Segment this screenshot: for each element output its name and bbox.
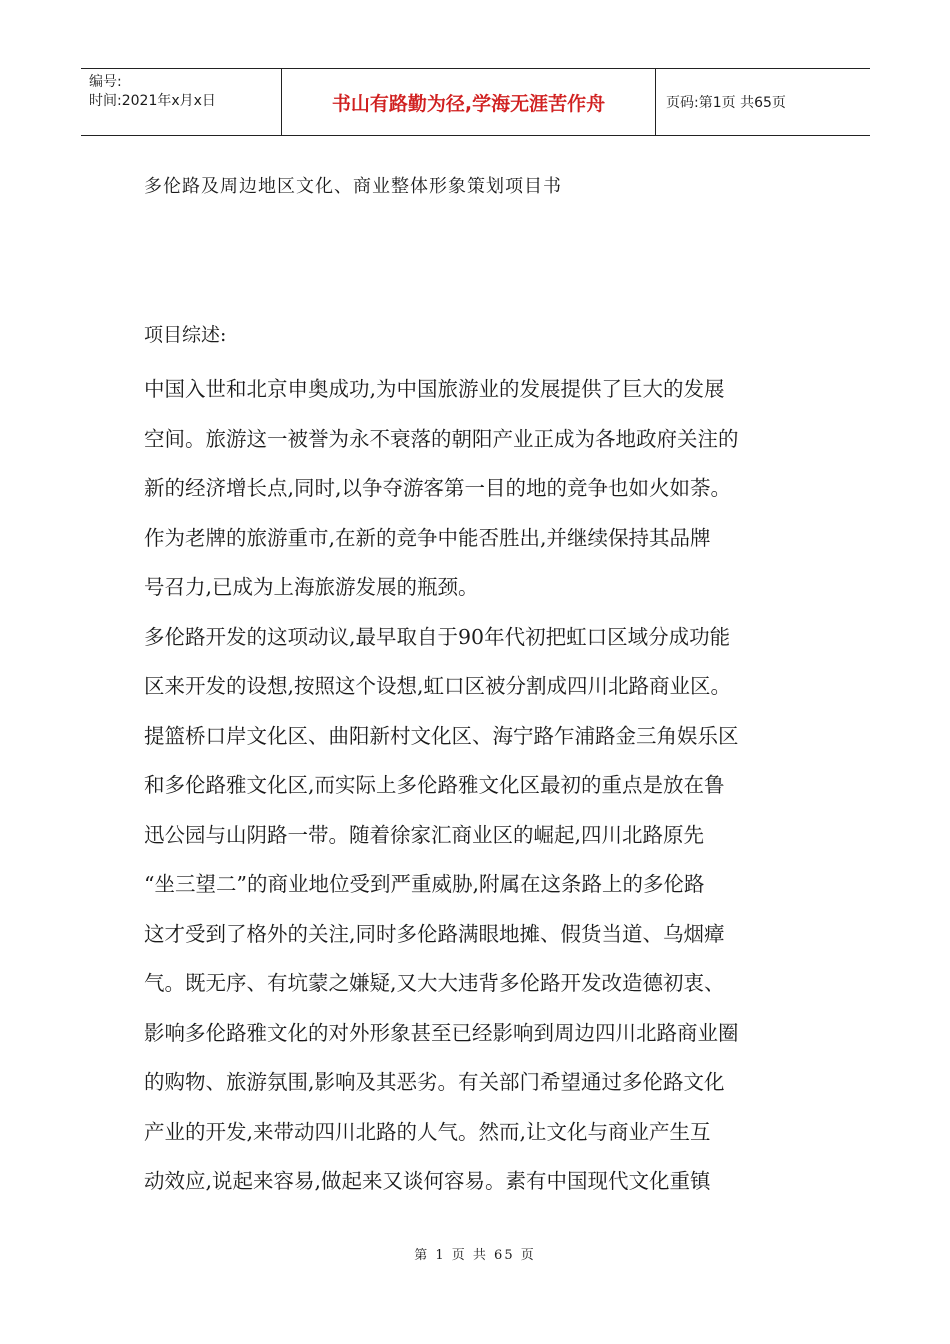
header-meta [81,69,282,135]
body-line: 和多伦路雅文化区,而实际上多伦路雅文化区最初的重点是放在鲁 [144,773,725,797]
section-heading: 项目综述: [144,324,227,346]
body-line: 号召力,已成为上海旅游发展的瓶颈。 [144,575,479,599]
body-line: 气。既无序、有坑蒙之嫌疑,又大大违背多伦路开发改造德初衷、 [144,971,725,995]
header-number-label: 编号: [89,74,122,90]
body-line: 产业的开发,来带动四川北路的人气。然而,让文化与商业产生互 [144,1119,711,1144]
body-line: “坐三望二”的商业地位受到严重威胁,附属在这条路上的多伦路 [144,872,705,896]
body-line: 多伦路开发的这项动议,最早取自于90年代初把虹口区域分成功能 [144,624,731,649]
body-line: 影响多伦路雅文化的对外形象甚至已经影响到周边四川北路商业圈 [144,1020,739,1045]
body-text [144,365,834,1207]
body-line: 空间。旅游这一被誉为永不衰落的朝阳产业正成为各地政府关注的 [144,426,739,451]
header-page-info: 页码:第1页 共65页 [666,95,786,111]
body-line: 提篮桥口岸文化区、曲阳新村文化区、海宁路乍浦路金三角娱乐区 [144,723,739,748]
body-line: 这才受到了格外的关注,同时多伦路满眼地摊、假货当道、乌烟瘴 [144,921,725,946]
page-footer: 第 1 页 共 65 页 [414,1248,536,1263]
body-line: 迅公园与山阴路一带。随着徐家汇商业区的崛起,四川北路原先 [144,822,705,847]
body-line: 的购物、旅游氛围,影响及其恶劣。有关部门希望通过多伦路文化 [144,1070,725,1094]
body-line: 中国入世和北京申奥成功,为中国旅游业的发展提供了巨大的发展 [144,377,725,401]
page-header [81,68,870,136]
document-title: 多伦路及周边地区文化、商业整体形象策划项目书 [144,176,562,197]
body-line: 新的经济增长点,同时,以争夺游客第一目的地的竞争也如火如荼。 [144,476,732,500]
body-line: 区来开发的设想,按照这个设想,虹口区被分割成四川北路商业区。 [144,674,732,698]
body-line: 动效应,说起来容易,做起来又谈何容易。素有中国现代文化重镇 [144,1169,711,1193]
body-line: 作为老牌的旅游重市,在新的竞争中能否胜出,并继续保持其品牌 [144,525,711,550]
header-time-label: 时间:2021年x月x日 [89,93,216,109]
header-motto: 书山有路勤为径,学海无涯苦作舟 [282,69,656,135]
